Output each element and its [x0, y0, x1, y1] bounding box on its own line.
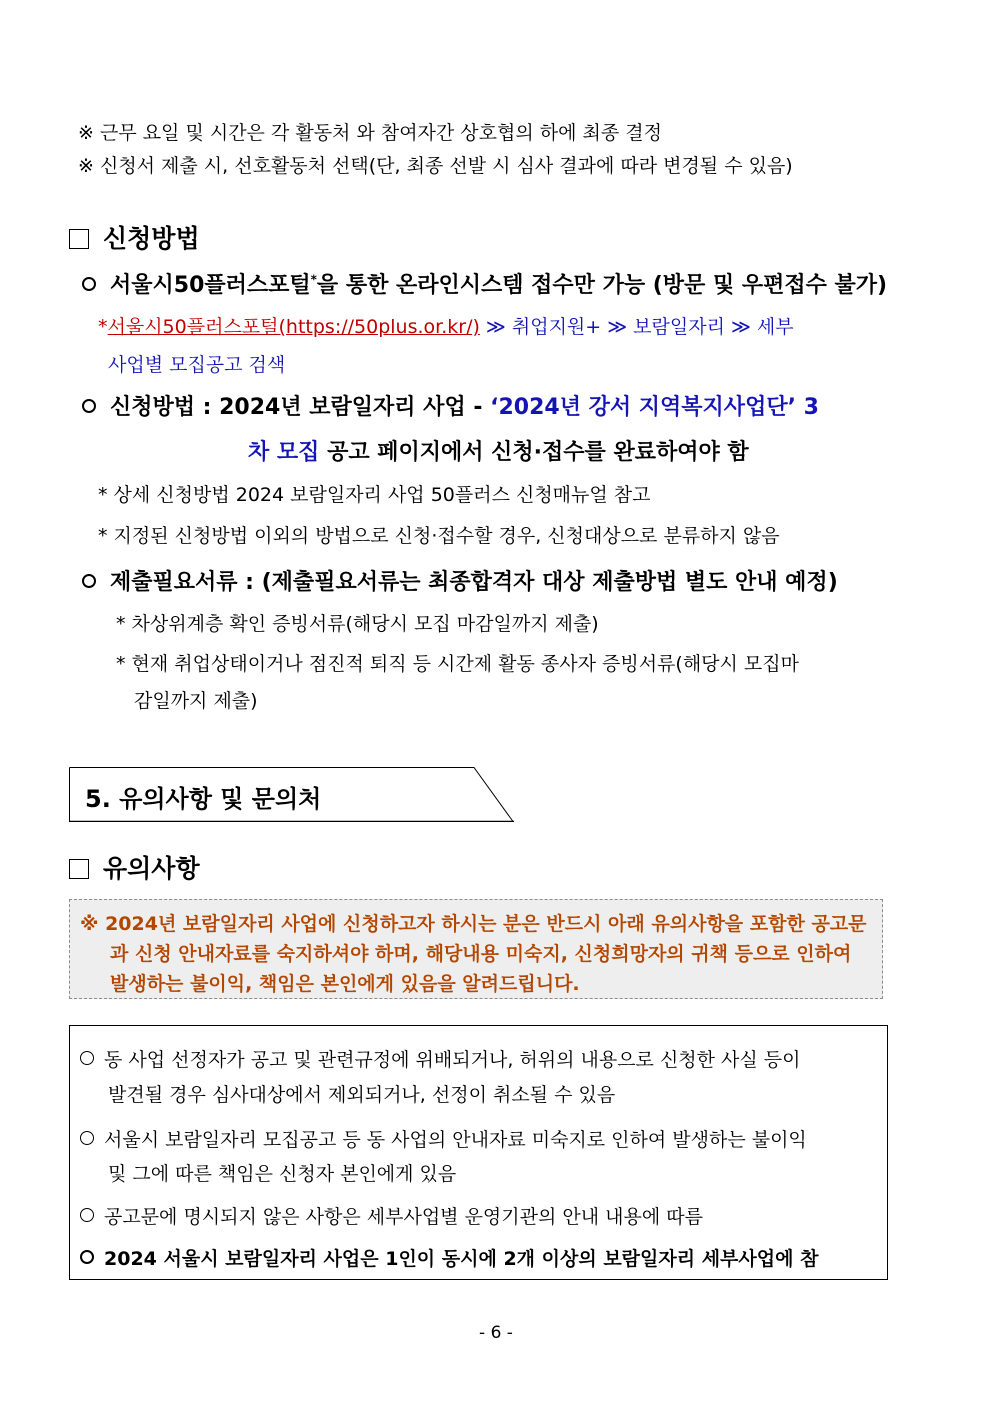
section-5-tab — [69, 767, 514, 822]
doc-low-income: * 차상위계층 확인 증빙서류(해당시 모집 마감일까지 제출) — [116, 613, 599, 635]
portal-link[interactable]: 서울시50플러스포털(https://50plus.or.kr/) — [107, 316, 480, 338]
doc-employment: * 현재 취업상태이거나 점진적 퇴직 등 시간제 활동 종사자 증빙서류(해당시 모집마 — [116, 653, 799, 675]
caution-item-cont: 발견될 경우 심사대상에서 제외되거나, 선정이 취소될 수 있음 — [108, 1084, 616, 1106]
cautions-list-box — [69, 1025, 888, 1280]
circle-bullet-icon — [80, 1250, 94, 1264]
apply-item-method: 신청방법 : 2024년 보람일자리 사업 - ‘2024년 강서 지역복지사업단’ 3 — [82, 390, 819, 421]
caution-item: 2024 서울시 보람일자리 사업은 1인이 동시에 2개 이상의 보람일자리 세부사업에 참 — [80, 1244, 818, 1271]
checkbox-square-icon — [69, 229, 89, 249]
warning-line: 발생하는 불이익, 책임은 본인에게 있음을 알려드립니다. — [110, 973, 580, 995]
note-work-hours: ※ 근무 요일 및 시간은 각 활동처 와 참여자간 상호협의 하에 최종 결정 — [78, 122, 662, 144]
caution-item: 서울시 보람일자리 모집공고 등 동 사업의 안내자료 미숙지로 인하여 발생하는 불이익 — [80, 1125, 807, 1152]
circle-bullet-icon — [80, 1131, 94, 1145]
doc-employment-line2: 감일까지 제출) — [134, 690, 258, 712]
apply-item-online: 서울시50플러스포털*을 통한 온라인시스템 접수만 가능 (방문 및 우편접수 불가) — [82, 268, 887, 299]
circle-bullet-icon — [82, 574, 96, 588]
warning-line: 과 신청 안내자료를 숙지하셔야 하며, 해당내용 미숙지, 신청희망자의 귀책 등으로 인하여 — [110, 943, 852, 965]
heading-apply-method: 신청방법 — [69, 219, 200, 255]
apply-item-method-line2: 차 모집 공고 페이지에서 신청·접수를 완료하여야 함 — [248, 440, 749, 465]
caution-item-cont: 및 그에 따른 책임은 신청자 본인에게 있음 — [108, 1163, 457, 1185]
apply-sub-other-methods: * 지정된 신청방법 이외의 방법으로 신청·접수할 경우, 신청대상으로 분류하지 않음 — [98, 525, 780, 547]
caution-item: 동 사업 선정자가 공고 및 관련규정에 위배되거나, 허위의 내용으로 신청한 사실 등이 — [80, 1045, 801, 1072]
apply-sub-manual: * 상세 신청방법 2024 보람일자리 사업 50플러스 신청매뉴얼 참고 — [98, 484, 651, 506]
circle-bullet-icon — [82, 399, 96, 413]
apply-item-documents: 제출필요서류 : (제출필요서류는 최종합격자 대상 제출방법 별도 안내 예정) — [82, 565, 838, 596]
portal-path-line: *서울시50플러스포털(https://50plus.or.kr/) ≫ 취업지원+ ≫ 보람일자리 ≫ 세부 — [98, 316, 794, 338]
page-number: - 6 - — [479, 1323, 513, 1343]
circle-bullet-icon — [80, 1208, 94, 1222]
note-preferred-site: ※ 신청서 제출 시, 선호활동처 선택(단, 최종 선발 시 심사 결과에 따라 변경될 수 있음) — [78, 155, 793, 177]
portal-path-line-2: 사업별 모집공고 검색 — [108, 354, 286, 376]
warning-box — [69, 899, 883, 999]
heading-cautions: 유의사항 — [69, 849, 200, 885]
warning-line: ※ 2024년 보람일자리 사업에 신청하고자 하시는 분은 반드시 아래 유의사항을 포함한 공고문 — [80, 913, 867, 935]
circle-bullet-icon — [80, 1051, 94, 1065]
caution-item: 공고문에 명시되지 않은 사항은 세부사업별 운영기관의 안내 내용에 따름 — [80, 1202, 703, 1229]
section-5-title: 5. 유의사항 및 문의처 — [85, 785, 322, 813]
checkbox-square-icon — [69, 859, 89, 879]
circle-bullet-icon — [82, 277, 96, 291]
